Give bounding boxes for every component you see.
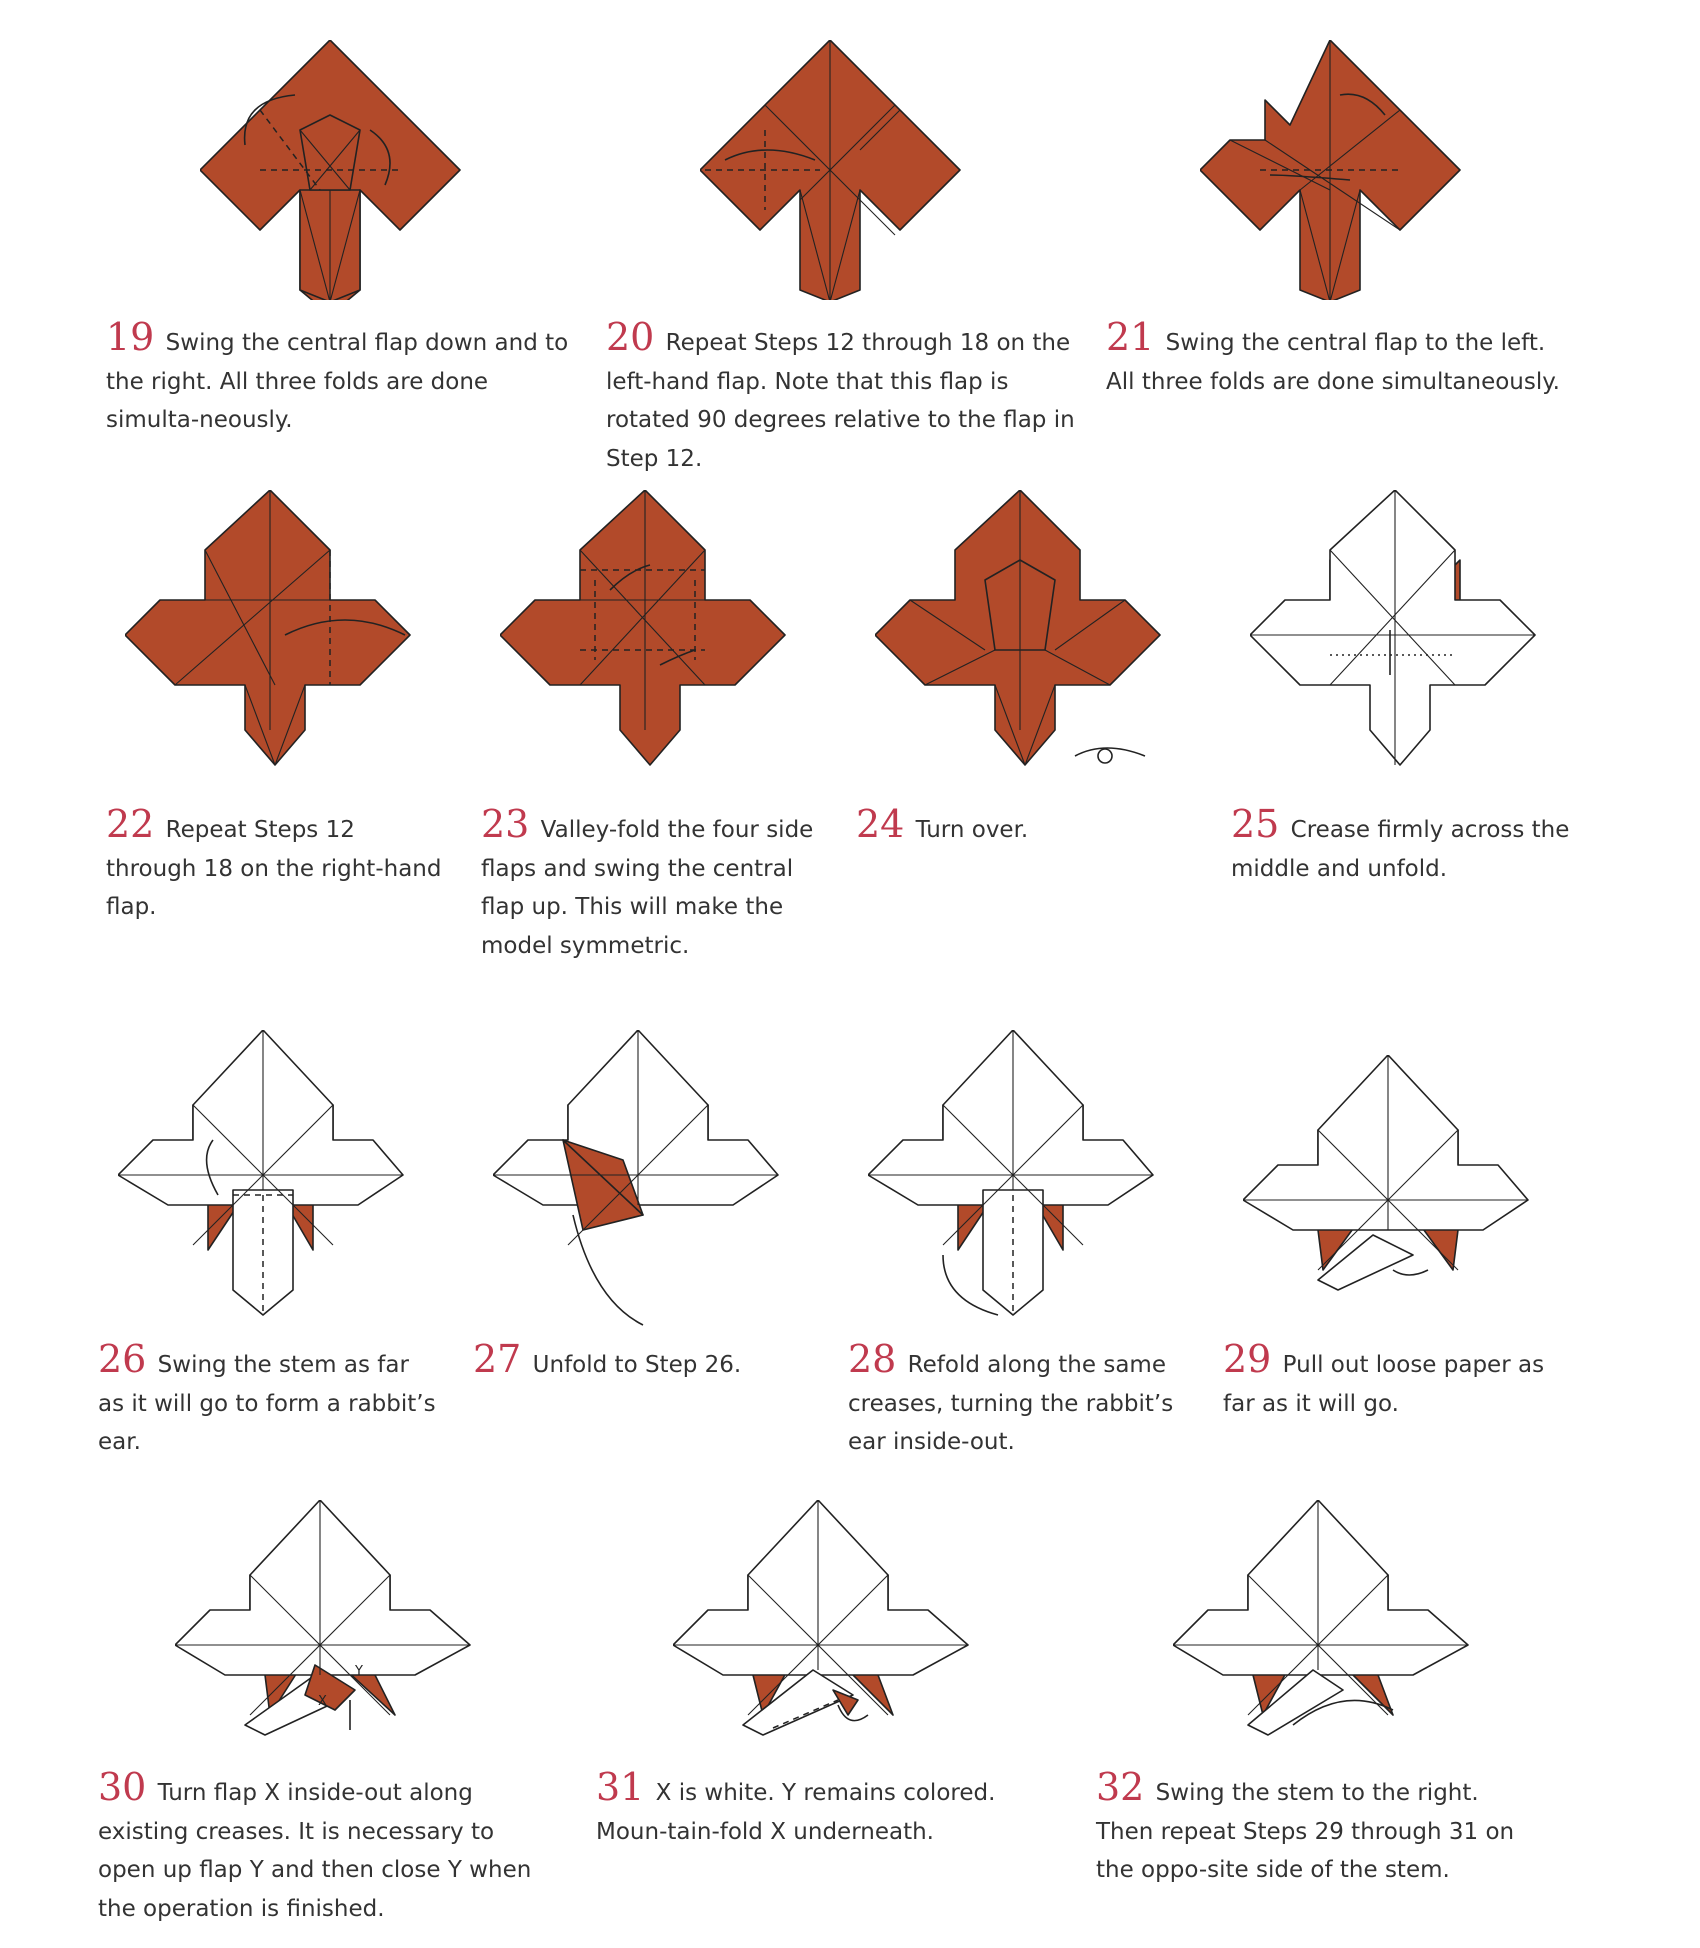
step-31-caption [596, 1765, 1036, 1851]
step-27-caption [473, 1337, 813, 1385]
step-20-caption [606, 315, 1076, 478]
label-x: X [318, 1694, 327, 1709]
step-text: Repeat Steps 12 through 18 on the left-hand flap. Note that this flap is rotated 90 degrees relative to the flap in Step 12. [606, 330, 1075, 472]
step-22-caption [106, 802, 446, 927]
step-24-diagram [875, 490, 1175, 780]
step-30-diagram [175, 1500, 475, 1750]
step-26-caption [98, 1337, 438, 1462]
step-30-caption [98, 1765, 538, 1928]
step-25-caption [1231, 802, 1571, 888]
step-29-diagram [1243, 1055, 1533, 1315]
step-23-diagram [500, 490, 790, 780]
step-text: Refold along the same creases, turning the rabbit’s ear inside-out. [848, 1352, 1174, 1455]
step-24-caption [856, 802, 1156, 850]
step-text: Valley-fold the four side flaps and swing the central flap up. This will make the model symmetric. [481, 817, 814, 959]
step-31-diagram [673, 1500, 973, 1750]
step-number: 21 [1106, 315, 1155, 359]
step-21-caption [1106, 315, 1576, 401]
step-number: 30 [98, 1765, 147, 1809]
step-number: 32 [1096, 1765, 1145, 1809]
step-number: 20 [606, 315, 655, 359]
step-21-diagram [1200, 40, 1470, 300]
step-22-diagram [125, 490, 415, 780]
step-text: Turn flap X inside-out along existing creases. It is necessary to open up flap Y and then close Y when the operation is finished. [98, 1780, 532, 1922]
step-25-diagram [1250, 490, 1540, 780]
step-20-diagram [700, 40, 970, 300]
step-29-caption [1223, 1337, 1563, 1423]
step-text: Turn over. [915, 817, 1029, 843]
step-number: 27 [473, 1337, 522, 1381]
label-y: Y [355, 1664, 363, 1679]
step-number: 28 [848, 1337, 897, 1381]
step-number: 29 [1223, 1337, 1272, 1381]
step-28-caption [848, 1337, 1188, 1462]
step-text: Swing the central flap to the left. All three folds are done simultaneously. [1106, 330, 1560, 395]
step-text: Crease firmly across the middle and unfold. [1231, 817, 1570, 882]
step-number: 24 [856, 802, 905, 846]
step-text: X is white. Y remains colored. Moun-tain-fold X underneath. [596, 1780, 996, 1845]
step-text: Swing the stem as far as it will go to form a rabbit’s ear. [98, 1352, 436, 1455]
step-number: 23 [481, 802, 530, 846]
step-23-caption [481, 802, 821, 965]
step-number: 22 [106, 802, 155, 846]
step-32-caption [1096, 1765, 1536, 1890]
step-number: 31 [596, 1765, 645, 1809]
step-text: Swing the stem to the right. Then repeat Steps 29 through 31 on the oppo-site side of the stem. [1096, 1780, 1515, 1883]
step-27-diagram [493, 1030, 783, 1360]
step-text: Unfold to Step 26. [532, 1352, 742, 1378]
step-32-diagram [1173, 1500, 1473, 1750]
step-number: 26 [98, 1337, 147, 1381]
step-26-diagram [118, 1030, 408, 1320]
step-text: Swing the central flap down and to the right. All three folds are done simulta-neously. [106, 330, 569, 433]
step-28-diagram [868, 1030, 1158, 1330]
step-text: Pull out loose paper as far as it will go. [1223, 1352, 1545, 1417]
step-number: 25 [1231, 802, 1280, 846]
step-number: 19 [106, 315, 155, 359]
step-19-caption [106, 315, 576, 440]
step-19-diagram [200, 40, 470, 300]
step-text: Repeat Steps 12 through 18 on the right-hand flap. [106, 817, 442, 920]
